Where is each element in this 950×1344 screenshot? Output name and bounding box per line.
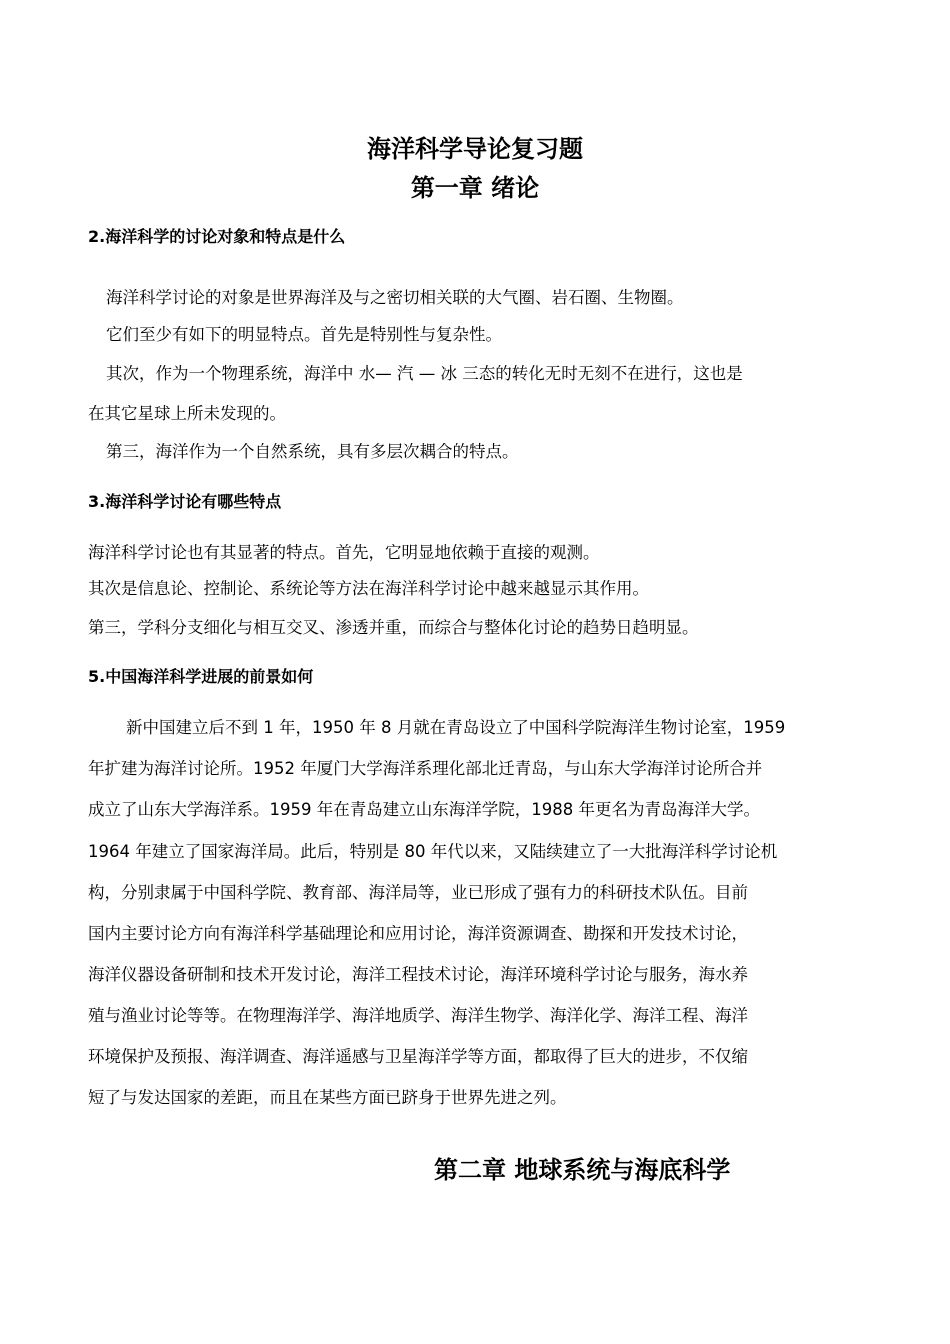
q2-line-1: 海洋科学讨论的对象是世界海洋及与之密切相关联的大气圈、岩石圈、生物圈。 (106, 288, 684, 307)
q5-line-1: 新中国建立后不到 1 年，1950 年 8 月就在青岛设立了中国科学院海洋生物讨论室，1959 (126, 718, 786, 737)
q5-line-8: 殖与渔业讨论等等。在物理海洋学、海洋地质学、海洋生物学、海洋化学、海洋工程、海洋 (88, 1006, 748, 1025)
q3-line-3: 第三，学科分支细化与相互交叉、渗透并重，而综合与整体化讨论的趋势日趋明显。 (88, 618, 699, 637)
q5-line-2: 年扩建为海洋讨论所。1952 年厦门大学海洋系理化部北迁青岛，与山东大学海洋讨论所合并 (88, 759, 763, 778)
document-title: 海洋科学导论复习题 (367, 135, 583, 163)
q5-line-4: 1964 年建立了国家海洋局。此后，特别是 80 年代以来，又陆续建立了一大批海洋科学讨论机 (88, 842, 778, 861)
question-3-heading: 3.海洋科学讨论有哪些特点 (88, 492, 282, 511)
q5-line-5: 构，分别隶属于中国科学院、教育部、海洋局等，业已形成了强有力的科研技术队伍。目前 (88, 883, 748, 902)
q3-line-1: 海洋科学讨论也有其显著的特点。首先，它明显地依赖于直接的观测。 (88, 543, 600, 562)
chapter-1-heading: 第一章 绪论 (410, 174, 540, 202)
q5-line-10: 短了与发达国家的差距，而且在某些方面已跻身于世界先进之列。 (88, 1088, 567, 1107)
q2-line-2: 它们至少有如下的明显特点。首先是特别性与复杂性。 (106, 325, 502, 344)
q5-line-3: 成立了山东大学海洋系。1959 年在青岛建立山东海洋学院，1988 年更名为青岛海洋大学。 (88, 800, 760, 819)
q5-line-6: 国内主要讨论方向有海洋科学基础理论和应用讨论，海洋资源调查、勘探和开发技术讨论， (88, 924, 748, 943)
q2-line-5: 第三，海洋作为一个自然系统，具有多层次耦合的特点。 (106, 442, 519, 461)
question-2-heading: 2.海洋科学的讨论对象和特点是什么 (88, 227, 346, 246)
q5-line-7: 海洋仪器设备研制和技术开发讨论，海洋工程技术讨论，海洋环境科学讨论与服务，海水养 (88, 965, 748, 984)
question-5-heading: 5.中国海洋科学进展的前景如何 (88, 667, 314, 686)
chapter-2-heading: 第二章 地球系统与海底科学 (434, 1156, 731, 1184)
q5-line-9: 环境保护及预报、海洋调查、海洋遥感与卫星海洋学等方面，都取得了巨大的进步，不仅缩 (88, 1047, 748, 1066)
q2-line-3: 其次，作为一个物理系统，海洋中 水— 汽 — 冰 三态的转化无时无刻不在进行，这也是 (106, 364, 743, 383)
q3-line-2: 其次是信息论、控制论、系统论等方法在海洋科学讨论中越来越显示其作用。 (88, 579, 649, 598)
q2-line-4: 在其它星球上所未发现的。 (88, 404, 286, 423)
